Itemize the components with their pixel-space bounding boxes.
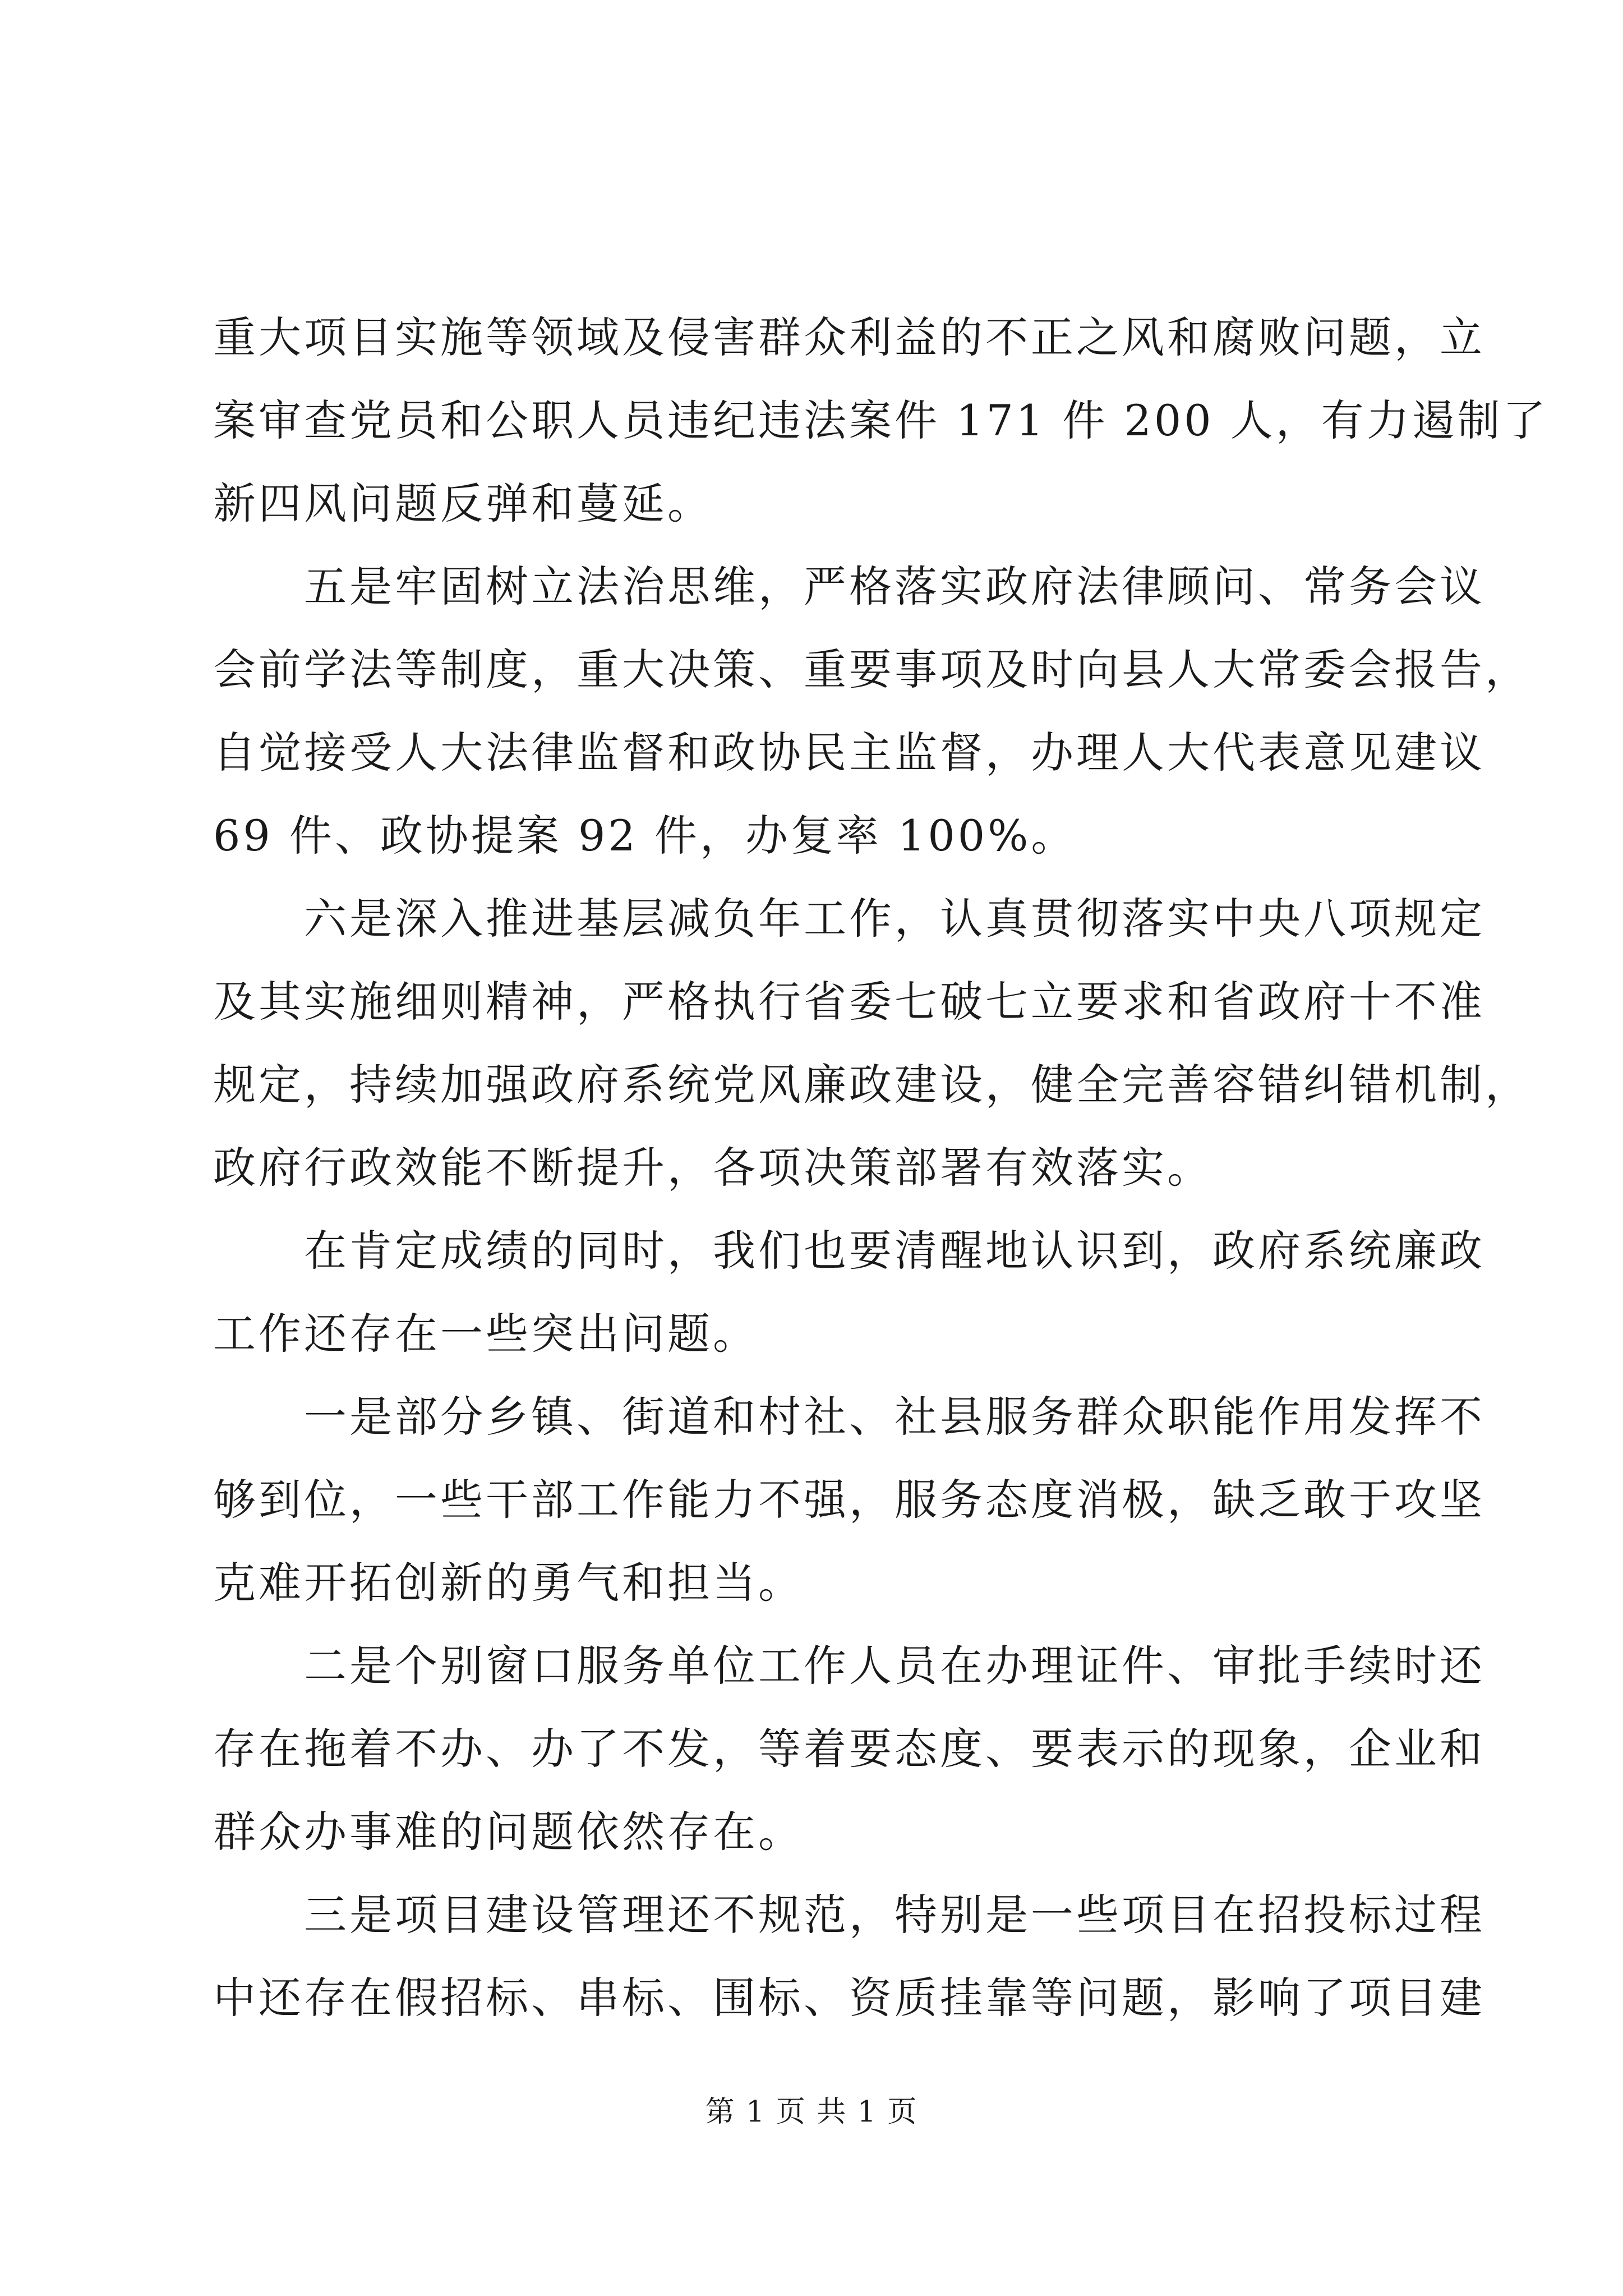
paragraph-problems-intro — [213, 1209, 1485, 1375]
text-line: 三是项目建设管理还不规范，特别是一些项目在招投标过程 — [304, 1890, 1485, 1940]
text-line: 群众办事难的问题依然存在。 — [213, 1807, 804, 1857]
text-line: 政府行政效能不断提升，各项决策部署有效落实。 — [213, 1143, 1212, 1193]
text-line: 自觉接受人大法律监督和政协民主监督，办理人大代表意见建议 — [213, 728, 1485, 777]
text-line: 克难开拓创新的勇气和担当。 — [213, 1558, 804, 1608]
text-line: 中还存在假招标、串标、围标、资质挂靠等问题，影响了项目建 — [213, 1973, 1485, 2023]
paragraph-point-six — [213, 877, 1530, 1209]
paragraph-point-five — [213, 545, 1530, 877]
paragraph-problem-three — [213, 1874, 1485, 2040]
text-line: 案审查党员和公职人员违纪违法案件 171 件 200 人，有力遏制了 — [213, 395, 1548, 445]
text-line: 五是牢固树立法治思维，严格落实政府法律顾问、常务会议 — [304, 562, 1485, 611]
text-line: 及其实施细则精神，严格执行省委七破七立要求和省政府十不准 — [213, 977, 1485, 1027]
text-line: 69 件、政协提案 92 件，办复率 100%。 — [213, 811, 1077, 861]
paragraph-continuation — [213, 296, 1548, 545]
text-line: 二是个别窗口服务单位工作人员在办理证件、审批手续时还 — [304, 1641, 1485, 1691]
text-line: 够到位，一些干部工作能力不强，服务态度消极，缺乏敢于攻坚 — [213, 1475, 1485, 1525]
text-line: 在肯定成绩的同时，我们也要清醒地认识到，政府系统廉政 — [304, 1226, 1485, 1276]
text-line: 存在拖着不办、办了不发，等着要态度、要表示的现象，企业和 — [213, 1724, 1485, 1774]
text-line: 重大项目实施等领域及侵害群众利益的不正之风和腐败问题，立 — [213, 312, 1485, 362]
text-line: 六是深入推进基层减负年工作，认真贯彻落实中央八项规定 — [304, 894, 1485, 944]
paragraph-problem-two — [213, 1625, 1485, 1874]
document-body — [213, 296, 1548, 2040]
text-line: 一是部分乡镇、街道和村社、社县服务群众职能作用发挥不 — [304, 1392, 1485, 1442]
text-line: 工作还存在一些突出问题。 — [213, 1309, 758, 1359]
text-line: 规定，持续加强政府系统党风廉政建设，健全完善容错纠错机制， — [213, 1060, 1530, 1110]
text-line: 会前学法等制度，重大决策、重要事项及时向县人大常委会报告， — [213, 645, 1530, 694]
text-line: 新四风问题反弹和蔓延。 — [213, 478, 713, 528]
page-number-footer: 第 1 页 共 1 页 — [705, 2095, 918, 2129]
paragraph-problem-one — [213, 1375, 1485, 1625]
